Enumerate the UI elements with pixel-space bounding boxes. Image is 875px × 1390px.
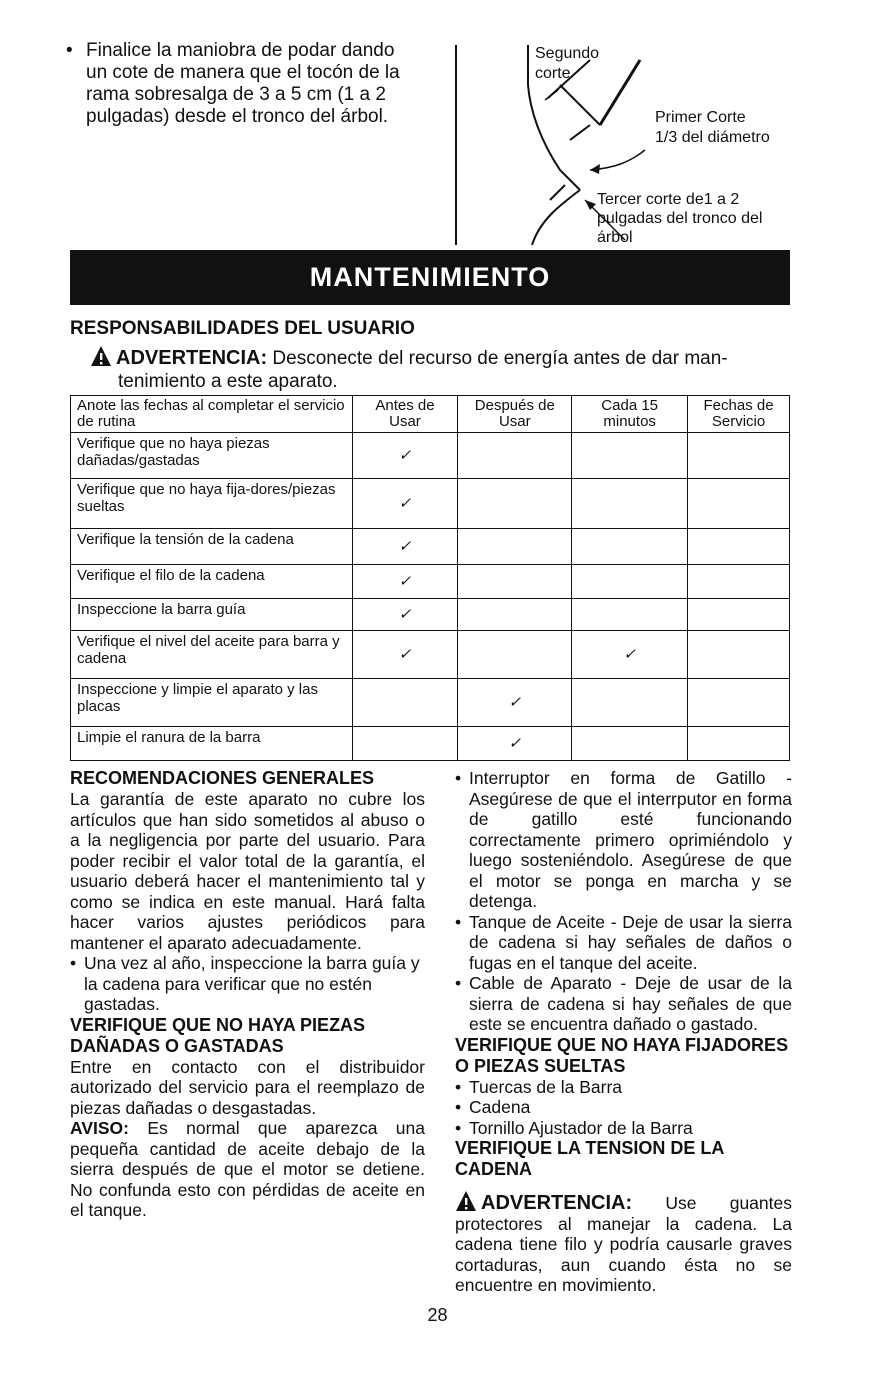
warranty-paragraph: La garantía de este aparato no cubre los artículos que han sido sometidos al abuso o a la negligencia por parte del usuario. Para poder recibir el valor total de la garantía, el usuario deberá hacer el mantenimiento tal y como se indica en este manual. Hará falta hacer varios ajustes periódicos para mantener el aparato adecuadamente. [70,789,425,953]
section-banner [70,250,790,305]
header-every-15-min: Cada 15 minutos [572,396,688,433]
task-cell: Inspeccione la barra guía [71,599,353,631]
task-cell: Limpie el ranura de la barra [71,727,353,761]
task-cell: Verifique el nivel del aceite para barra y cadena [71,631,353,679]
table-row [71,479,790,529]
intro-line: Finalice la maniobra de podar dando [86,40,395,61]
intro-line: pulgadas) desde el tronco del árbol. [86,106,389,127]
check-mark: ✓ [352,565,458,599]
header-after-use: Después de Usar [458,396,572,433]
table-row [71,529,790,565]
maintenance-schedule-table [70,395,790,761]
task-cell: Verifique que no haya fija-dores/piezas sueltas [71,479,353,529]
loose-parts-heading: VERIFIQUE QUE NO HAYA FIJADORES O PIEZAS SUELTAS [455,1034,789,1076]
stub-line [532,190,580,245]
warning-disconnect [90,345,790,393]
label-third-cut: Tercer corte de1 a 2 [597,191,740,208]
check-mark: ✓ [458,727,572,761]
intro-line: rama sobresalga de 3 a 5 cm (1 a 2 [86,84,386,105]
label-second-cut: Segundo [535,45,600,62]
left-column [70,768,425,1221]
check-mark: ✓ [572,631,688,679]
list-item: • Interruptor en forma de Gatillo - Asegúrese de que el interrputor en forma de gatillo esté funcionando correctamente primero oprimiéndolo y luego sosteniéndolo. Asegúrese de que el motor se ponga en marcha y se detenga. [455,768,792,911]
table-row [71,599,790,631]
warning-lead: ADVERTENCIA: [481,1192,633,1214]
general-recommendations-heading: RECOMENDACIONES GENERALES [70,768,375,788]
section-title: MANTENIMIENTO [309,262,551,292]
list-item: • Cadena [455,1097,531,1117]
page-number: 28 [427,1305,448,1325]
warning-text: Desconecte del recurso de energía antes de dar man- [272,348,728,369]
table-row [71,679,790,727]
header-before-use: Antes de Usar [352,396,458,433]
check-mark: ✓ [352,529,458,565]
third-cut-mark [550,185,565,200]
label-third-cut: pulgadas del tronco del [597,210,763,227]
list-item: • Cable de Aparato - Deje de usar de la sierra de cadena si hay señales de que este se encuentra dañado o gastado. [455,973,792,1034]
warning-text: tenimiento a este aparato. [118,371,338,392]
dealer-paragraph: Entre en contacto con el distribuidor autorizado del servicio para el reemplazo de piezas dañadas o desgastadas. [70,1056,425,1118]
intro-bullet: • Finalice la maniobra de podar dando un cote de manera que el tocón de la rama sobresalga de 3 a 5 cm (1 a 2 pulgadas) desde el tronco del árbol. [66,40,400,127]
pruning-cuts-diagram [440,40,870,250]
header-task: Anote las fechas al completar el servicio de rutina [71,396,353,433]
damaged-parts-heading: VERIFIQUE QUE NO HAYA PIEZAS DAÑADAS O GASTADAS [70,1014,366,1056]
task-cell: Verifique el filo de la cadena [71,565,353,599]
second-cut-arrow [545,90,558,100]
table-row [71,727,790,761]
warning-icon [455,1190,477,1212]
warning-lead: ADVERTENCIA: [116,347,268,369]
label-third-cut: árbol [597,229,633,246]
table-row [71,565,790,599]
check-mark: ✓ [352,599,458,631]
responsibilities-heading: RESPONSABILIDADES DEL USUARIO [70,318,415,339]
task-cell: Inspeccione y limpie el aparato y las placas [71,679,353,727]
notice-lead: AVISO: [70,1118,129,1138]
list-item: • Tornillo Ajustador de la Barra [455,1117,693,1138]
header-service-dates: Fechas de Servicio [688,396,790,433]
right-column [455,768,792,1296]
label-first-cut: 1/3 del diámetro [655,129,770,146]
branch-cut-outline [560,85,600,125]
chain-tension-heading: VERIFIQUE LA TENSION DE LA CADENA [455,1138,724,1179]
warning-icon [90,345,112,367]
check-mark: ✓ [352,631,458,679]
notice-paragraph: AVISO: Es normal que aparezca una pequeña cantidad de aceite debajo de la sierra después de que el motor se detiene. No confunda esto con pérdidas de aceite en el tanque. [70,1118,425,1220]
warning-gloves: ADVERTENCIA: Use guantes protectores al manejar la cadena. La cadena tiene filo y podría causarle graves cortaduras, aun cuando ésta no se encuentre en movimiento. [455,1192,792,1295]
branch-cut-outline [570,125,590,140]
label-second-cut: corte [535,65,571,82]
list-item: • Tanque de Aceite - Deje de usar la sierra de cadena si hay señales de daños o fugas en el tanque del aceite. [455,911,792,973]
table-row [71,433,790,479]
intro-line: un cote de manera que el tocón de la [86,62,400,83]
table-row [71,631,790,679]
task-cell: Verifique que no haya piezas dañadas/gastadas [71,433,353,479]
check-mark: ✓ [458,679,572,727]
label-first-cut: Primer Corte [655,109,746,126]
check-mark: ✓ [352,479,458,529]
task-cell: Verifique la tensión de la cadena [71,529,353,565]
first-cut-mark [600,60,640,125]
list-item: • Una vez al año, inspeccione la barra guía y la cadena para verificar que no estén gastadas. [70,953,420,1014]
list-item: • Tuercas de la Barra [455,1076,623,1097]
check-mark: ✓ [352,433,458,479]
table-header-row [71,396,790,433]
